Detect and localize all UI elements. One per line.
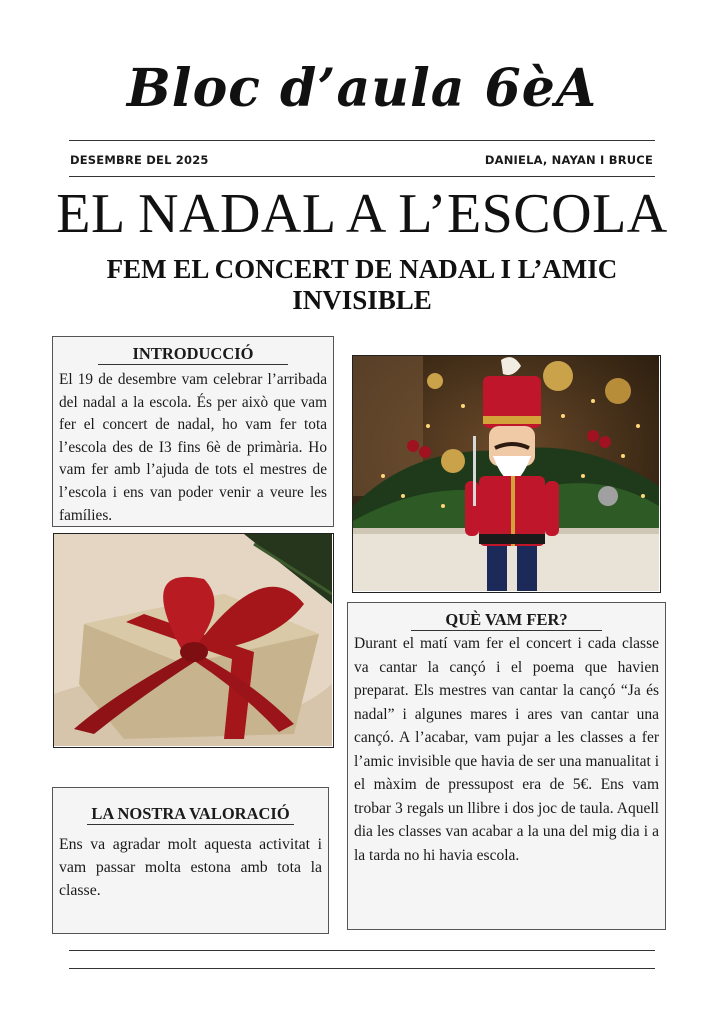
bottom-rule-2	[69, 968, 655, 969]
what-text: Durant el matí vam fer el concert i cada classe va cantar la cançó i el poema que havien preparat. Els mestres van cantar la cançó “Ja és nadal” i algunes mares i ares van cantar una cançó. A l’acabar, vam pujar a les classes a fer l’amic invisible que havia de ser una manualitat i el màxim de pressupost era de 5€. Ens vam trobar 3 regals un llibre i dos joc de taula. Aquell dia les classes van acabar a la una del mig dia i a la tarda no hi havia escola.	[354, 635, 659, 864]
intro-title: INTRODUCCIÓ	[53, 344, 333, 364]
nutcracker-image	[353, 356, 659, 591]
meta-rule	[69, 176, 655, 177]
valuation-title: LA NOSTRA VALORACIÓ	[53, 804, 328, 824]
bottom-rule-1	[69, 950, 655, 951]
gift-image	[54, 534, 332, 746]
valuation-text: Ens va agradar molt aquesta activitat i vam passar molta estona amb tota la classe.	[59, 836, 322, 899]
valuation-box	[52, 787, 329, 934]
intro-box	[52, 336, 334, 527]
what-title: QUÈ VAM FER?	[348, 610, 665, 630]
masthead-title: Bloc d’aula 6èA	[126, 58, 598, 119]
nutcracker-photo	[352, 355, 661, 593]
intro-text: El 19 de desembre vam celebrar l’arribada del nadal a la escola. És per això que vam fer el concert de nadal, ho vam fer tota l’escola des de I3 fins 6è de primària. Ho vam fer amb l’ajuda de tots el mestres de l’escola i ens van poder venir a veure les famílies.	[59, 371, 327, 524]
top-rule	[69, 140, 655, 141]
gift-photo	[53, 533, 334, 748]
issue-date: DESEMBRE DEL 2025	[70, 153, 209, 167]
what-box	[347, 602, 666, 930]
subheadline: FEM EL CONCERT DE NADAL I L’AMIC INVISIBLE	[106, 254, 618, 315]
headline: EL NADAL A L’ESCOLA	[56, 183, 668, 245]
authors: DANIELA, NAYAN I BRUCE	[484, 153, 653, 167]
